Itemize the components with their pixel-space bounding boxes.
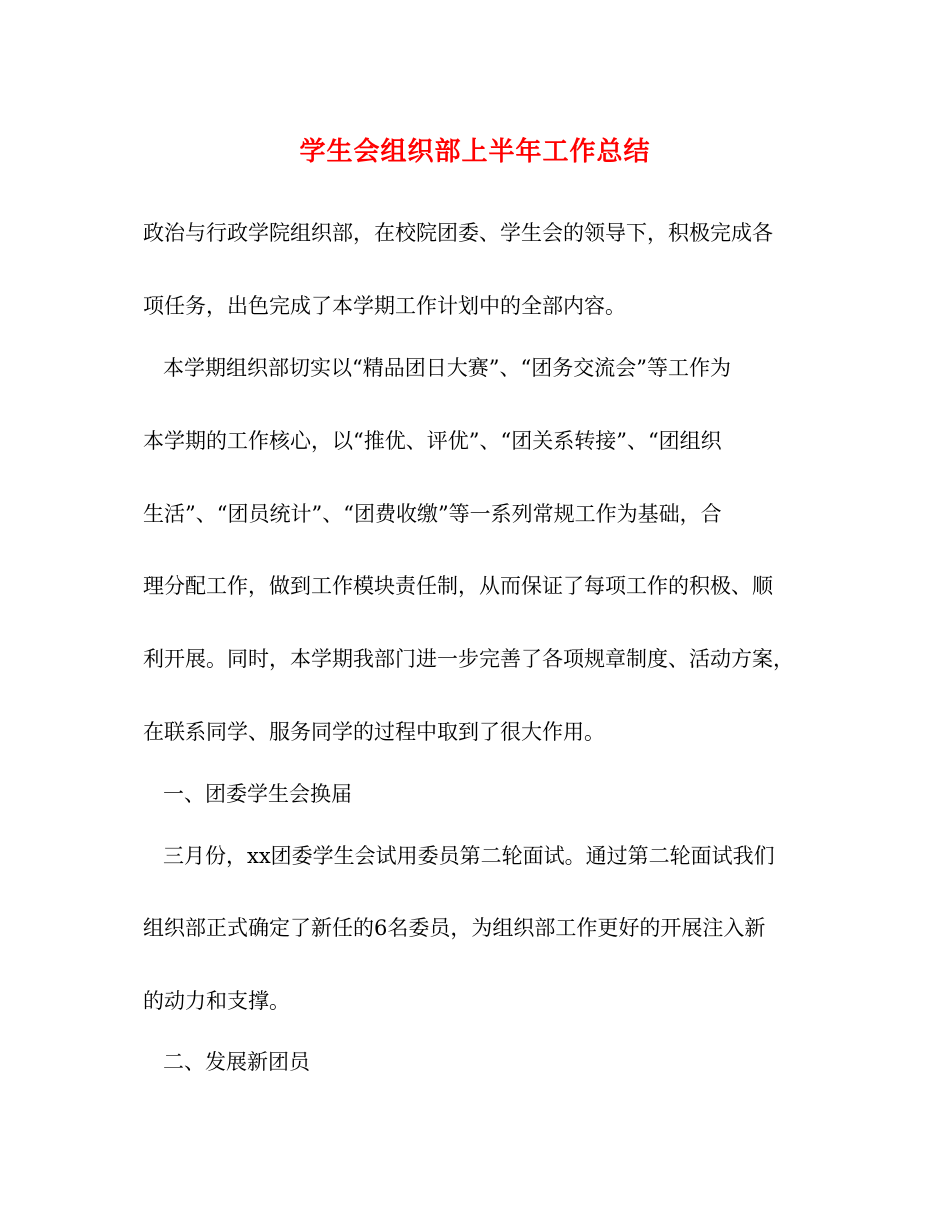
paragraph-line: 利开展。同时，本学期我部门进一步完善了各项规章制度、活动方案， (143, 647, 794, 671)
paragraph-line: 理分配工作，做到工作模块责任制，从而保证了每项工作的积极、顺 (143, 574, 773, 598)
document-title: 学生会组织部上半年工作总结 (299, 137, 651, 167)
section-heading: 一、团委学生会换届 (163, 782, 352, 806)
paragraph-line: 本学期的工作核心，以“推优、评优”、“团关系转接”、“团组织 (143, 429, 722, 453)
paragraph-line: 生活”、“团员统计”、“团费收缴”等一系列常规工作为基础，合 (143, 502, 722, 526)
paragraph-line: 政治与行政学院组织部，在校院团委、学生会的领导下，积极完成各 (143, 221, 773, 245)
section-heading: 二、发展新团员 (163, 1050, 310, 1074)
paragraph-line: 的动力和支撑。 (143, 989, 290, 1013)
paragraph-line: 组织部正式确定了新任的6名委员，为组织部工作更好的开展注入新 (143, 916, 766, 940)
paragraph-line: 三月份，xx团委学生会试用委员第二轮面试。通过第二轮面试我们 (163, 844, 775, 868)
paragraph-line: 项任务，出色完成了本学期工作计划中的全部内容。 (143, 294, 626, 318)
paragraph-line: 在联系同学、服务同学的过程中取到了很大作用。 (143, 720, 605, 744)
paragraph-line: 本学期组织部切实以“精品团日大赛”、“团务交流会”等工作为 (163, 356, 731, 380)
